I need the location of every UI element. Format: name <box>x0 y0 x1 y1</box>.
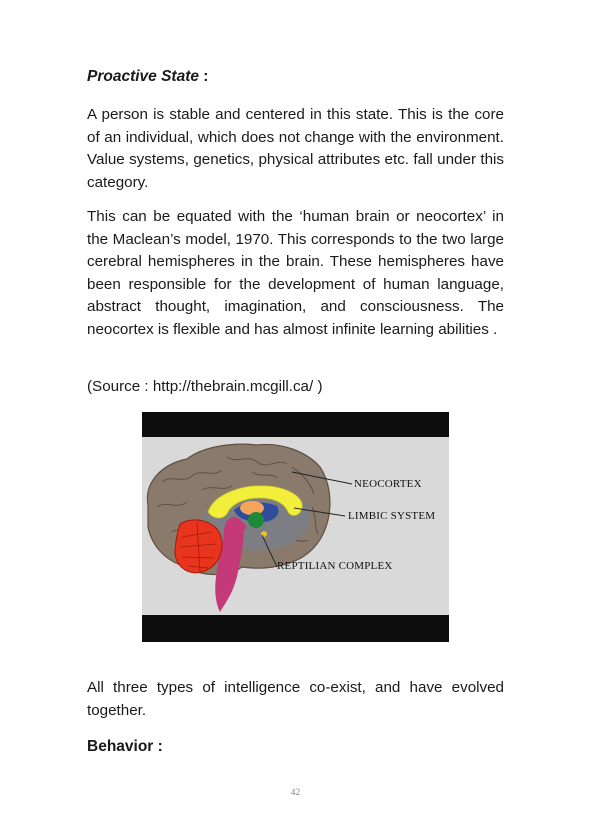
heading-proactive-state-text: Proactive State <box>87 68 199 85</box>
brain-illustration <box>142 412 449 642</box>
label-reptilian-complex: REPTILIAN COMPLEX <box>277 560 393 572</box>
midbrain-shape <box>228 521 246 533</box>
amygdala-shape <box>248 512 264 528</box>
label-limbic-system: LIMBIC SYSTEM <box>348 510 436 522</box>
page-number: 42 <box>290 788 301 798</box>
paragraph-stable-core: A person is stable and centered in this state. This is the core of an individual, which does not change with the environment. Value systems, genetics, physical attributes etc. fall under this category. <box>87 106 504 191</box>
label-neocortex: NEOCORTEX <box>354 478 422 490</box>
paragraph-neocortex: This can be equated with the ‘human brain or neocortex’ in the Maclean’s model, 1970. This corresponds to the two large cerebral hemispheres in the brain. These hemispheres have been responsible for the development of human language, abstract thought, imagination, and consciousness. The neocortex is flexible and has almost infinite learning abilities . <box>87 208 504 338</box>
pituitary-dot <box>261 531 267 537</box>
paragraph-coexist: All three types of intelligence co-exist, and have evolved together. <box>87 679 504 719</box>
section-heading-proactive-state <box>87 68 208 86</box>
section-heading-behavior: Behavior : <box>87 738 163 755</box>
triune-brain-figure <box>142 412 449 642</box>
thalamus-shape <box>240 501 264 515</box>
heading-colon: : <box>199 68 209 85</box>
source-citation: (Source : http://thebrain.mcgill.ca/ ) <box>87 378 323 395</box>
